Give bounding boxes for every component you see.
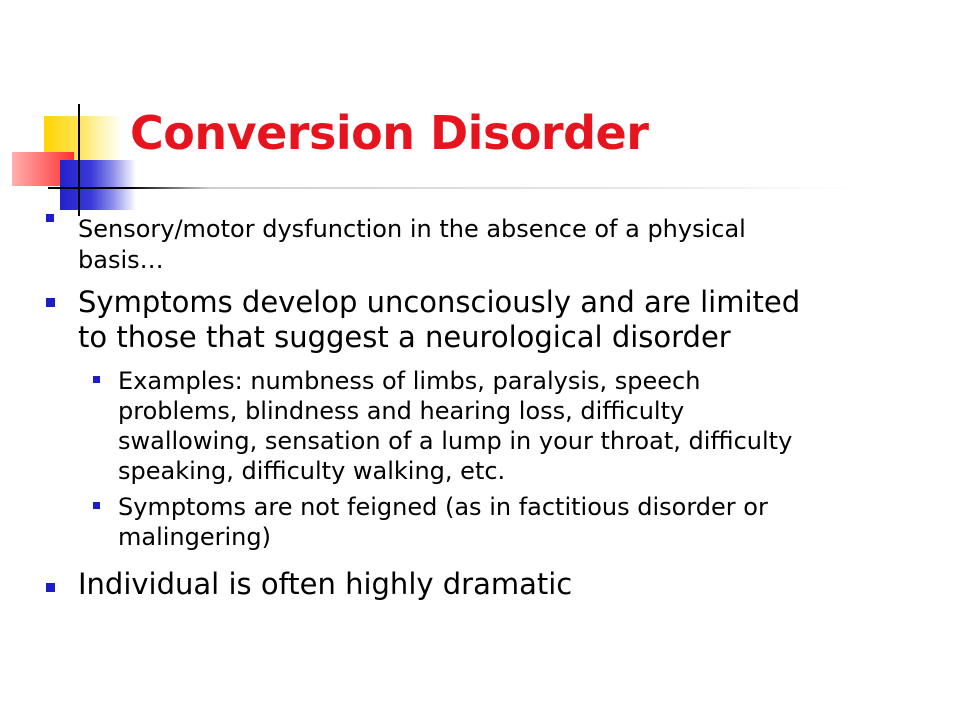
decorative-blue-fade [112,160,136,210]
sub-bullet-text: Symptoms are not feigned (as in factitious disorder or malingering) [118,493,768,551]
decorative-blue-block [60,160,112,210]
square-bullet-icon [93,502,100,509]
title-underline [48,187,860,189]
square-bullet-icon [46,298,55,307]
square-bullet-icon [93,376,100,383]
sub-bullet-text: Examples: numbness of limbs, paralysis, speech problems, blindness and hearing loss, difficulty swallowing, sensation of a lump in your throat, difficulty speaking, difficulty walking, etc. [118,367,793,485]
decorative-vertical-line [78,104,80,216]
bullet-text: Sensory/motor dysfunction in the absence of a physical basis… [78,215,746,274]
bullet-text: Symptoms develop unconsciously and are limited to those that suggest a neurological disorder [78,285,801,354]
slide-title: Conversion Disorder [130,106,649,160]
square-bullet-icon [46,214,54,222]
square-bullet-icon [46,583,55,592]
bullet-text: Individual is often highly dramatic [78,567,573,601]
